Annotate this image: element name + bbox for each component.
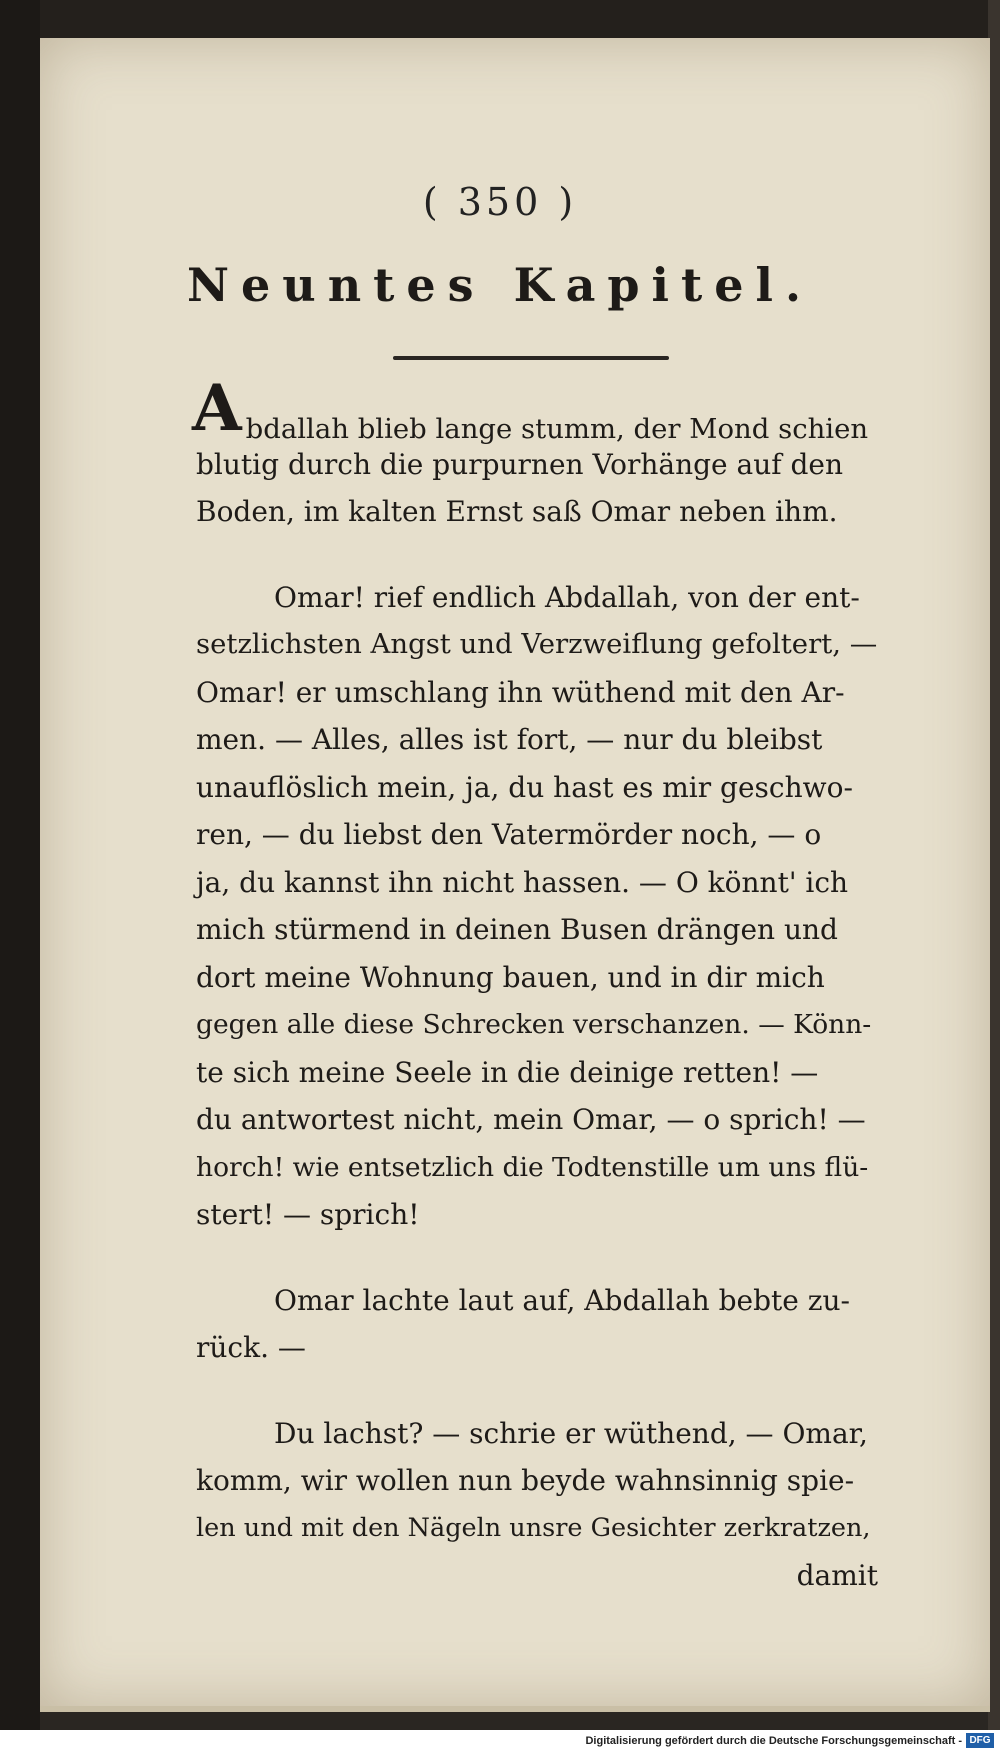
text-line: men. — Alles, alles ist fort, — nur du bleibst <box>196 723 823 756</box>
text-line: Boden, im kalten Ernst saß Omar neben ihm. <box>196 495 838 528</box>
text-line-content: bdallah blieb lange stumm, der Mond schien <box>245 413 869 445</box>
text-line: ja, du kannst ihn nicht hassen. — O könnt' ich <box>196 865 849 899</box>
text-line: du antwortest nicht, mein Omar, — o sprich! — <box>196 1103 866 1136</box>
drop-cap: A <box>192 371 242 446</box>
text-line: Du lachst? — schrie er wüthend, — Omar, <box>274 1416 868 1450</box>
page-bottom-edge <box>40 1706 990 1712</box>
body-text <box>192 371 878 1600</box>
text-line <box>192 371 878 446</box>
text-line: len und mit den Nägeln unsre Gesichter zerkratzen, <box>196 1512 871 1543</box>
footer-credit: Digitalisierung gefördert durch die Deutsche Forschungsgemeinschaft - <box>585 1735 962 1747</box>
scan-background-top <box>0 0 1000 38</box>
text-line: unauflöslich mein, ja, du hast es mir geschwo- <box>196 770 853 804</box>
text-line: dort meine Wohnung bauen, und in dir mich <box>196 960 825 994</box>
text-line: Omar lachte laut auf, Abdallah bebte zu- <box>274 1283 850 1317</box>
text-line: Omar! rief endlich Abdallah, von der ent- <box>274 580 860 614</box>
text-line: mich stürmend in deinen Busen drängen und <box>196 913 838 946</box>
text-line: Omar! er umschlang ihn wüthend mit den Ar- <box>196 675 845 709</box>
text-line: komm, wir wollen nun beyde wahnsinnig spie- <box>196 1464 855 1497</box>
text-line: blutig durch die purpurnen Vorhänge auf den <box>196 447 844 481</box>
text-line: horch! wie entsetzlich die Todtenstille um uns flü- <box>196 1151 869 1183</box>
title-rule <box>393 356 669 360</box>
text-line: te sich meine Seele in die deinige retten! — <box>196 1055 819 1089</box>
text-line: ren, — du liebst den Vatermörder noch, — o <box>196 818 822 851</box>
dfg-logo: DFG <box>966 1733 994 1748</box>
text-line: gegen alle diese Schrecken verschanzen. — Könn- <box>196 1009 872 1040</box>
chapter-title: Neuntes Kapitel. <box>186 258 814 312</box>
page-number: ( 350 ) <box>422 180 578 224</box>
text-line: setzlichsten Angst und Verzweiflung gefoltert, — <box>196 628 878 660</box>
text-line: stert! — sprich! <box>196 1198 420 1231</box>
text-line: rück. — <box>196 1331 306 1364</box>
catchword: damit <box>796 1559 878 1592</box>
